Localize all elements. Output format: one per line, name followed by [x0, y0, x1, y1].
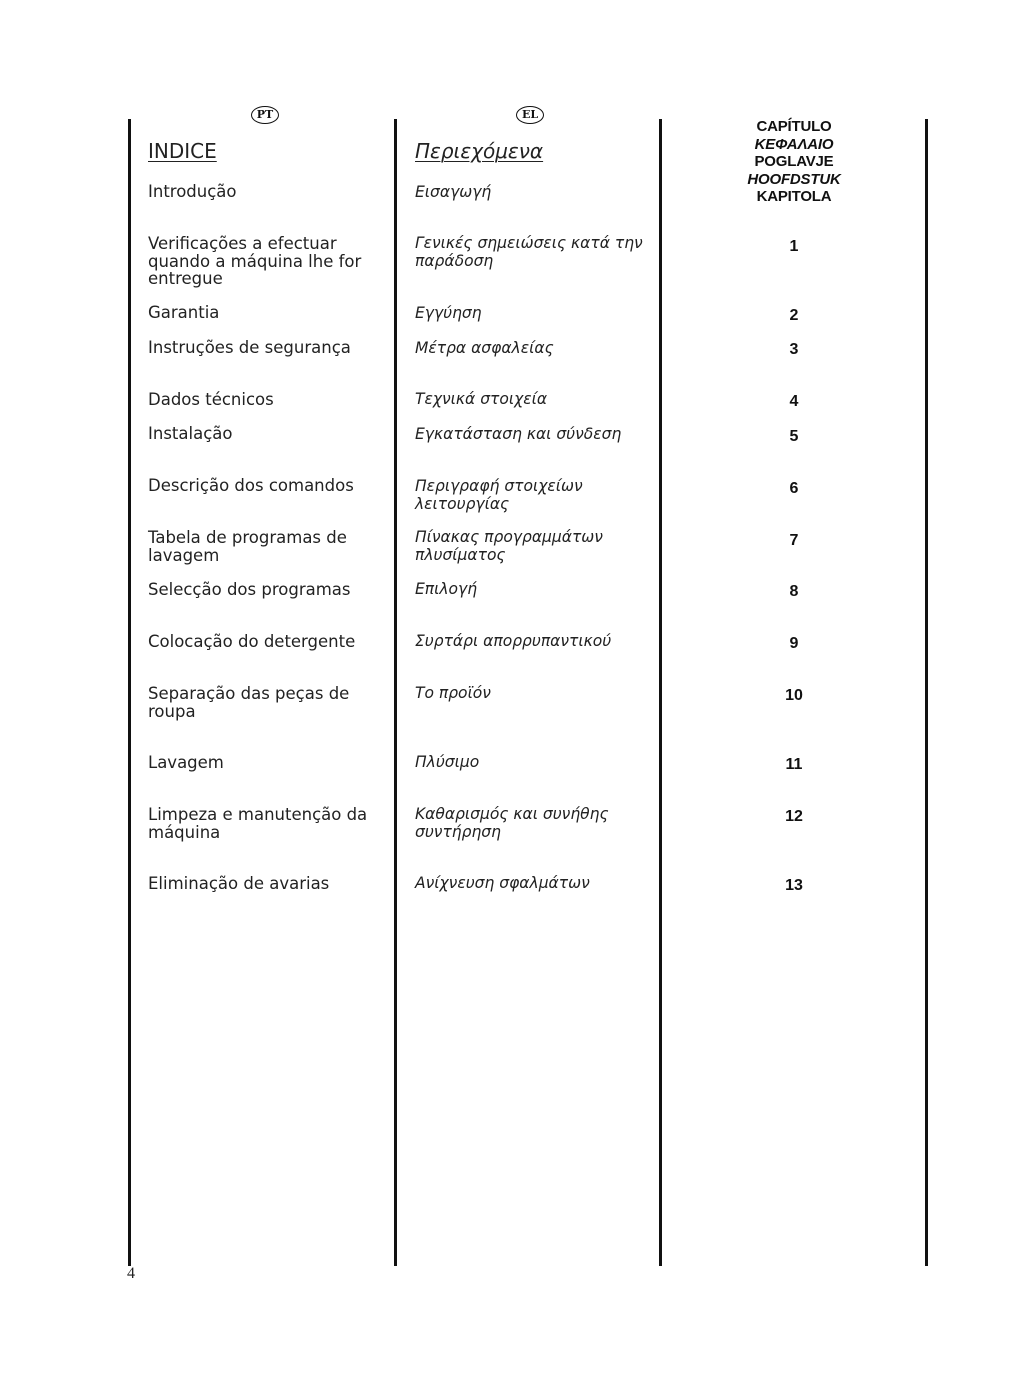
- toc-el-entry: Περιγραφή στοιχείων λειτουργίας: [415, 477, 583, 513]
- toc-pt-entry: Dados técnicos: [148, 390, 274, 409]
- toc-el-entry: Συρτάρι απορρυπαντικού: [415, 632, 612, 650]
- toc-el-entry: Εισαγωγή: [415, 183, 492, 201]
- page-number: 4: [127, 1265, 135, 1282]
- toc-el-entry: Εγκατάσταση και σύνδεση: [415, 425, 622, 443]
- toc-chapter-number: 9: [789, 635, 799, 652]
- column-rule-2: [394, 119, 397, 1266]
- toc-el-entry: Τεχνικά στοιχεία: [415, 390, 548, 408]
- toc-chapter-number: 11: [785, 756, 803, 773]
- toc-el-entry: Εγγύηση: [415, 304, 482, 322]
- toc-chapter-number: 1: [789, 238, 799, 255]
- toc-pt-entry: Eliminação de avarias: [148, 874, 330, 893]
- toc-chapter-number: 5: [789, 428, 799, 445]
- toc-pt-entry: Verificações a efectuar quando a máquina lhe for entregue: [148, 234, 362, 288]
- toc-pt-entry: Separação das peças de roupa: [148, 684, 350, 721]
- chapter-header-pt: CAPÍTULO: [756, 118, 832, 135]
- toc-pt-entry: Lavagem: [148, 753, 224, 772]
- toc-chapter-number: 13: [785, 877, 803, 894]
- chapter-header-nl: HOOFDSTUK: [747, 170, 841, 188]
- toc-chapter-number: 8: [789, 583, 799, 600]
- toc-el-entry: Το προϊόν: [415, 684, 491, 702]
- column-rule-right: [925, 119, 928, 1266]
- chapter-header-sl: POGLAVJE: [754, 153, 834, 170]
- toc-el-entry: Πίνακας προγραμμάτων πλυσίματος: [415, 528, 603, 564]
- column-rule-left: [128, 119, 131, 1266]
- toc-chapter-number: 7: [789, 532, 799, 549]
- toc-pt-entry: Selecção dos programas: [148, 580, 351, 599]
- toc-chapter-number: 12: [785, 808, 803, 825]
- toc-chapter-number: 2: [789, 307, 799, 324]
- heading-pt: INDICE: [148, 139, 217, 163]
- toc-pt-entry: Tabela de programas de lavagem: [148, 528, 347, 565]
- toc-chapter-number: 3: [789, 341, 799, 358]
- toc-pt-entry: Introdução: [148, 182, 237, 201]
- toc-chapter-number: 6: [789, 480, 799, 497]
- chapter-header-el: ΚΕΦΑΛΑΙΟ: [754, 135, 834, 153]
- toc-el-entry: Καθαρισμός και συνήθης συντήρηση: [415, 805, 609, 841]
- chapter-header-cs: KAPITOLA: [756, 188, 832, 205]
- chapter-header: [735, 118, 853, 206]
- language-badge-el: EL: [516, 106, 544, 124]
- toc-pt-entry: Descrição dos comandos: [148, 476, 354, 495]
- toc-pt-entry: Colocação do detergente: [148, 632, 356, 651]
- toc-pt-entry: Garantia: [148, 303, 220, 322]
- toc-el-entry: Μέτρα ασφαλείας: [415, 339, 554, 357]
- toc-el-entry: Επιλογή: [415, 580, 478, 598]
- column-rule-3: [659, 119, 662, 1266]
- toc-el-entry: Γενικές σημειώσεις κατά την παράδοση: [415, 234, 643, 270]
- toc-el-entry: Πλύσιμο: [415, 753, 480, 771]
- toc-pt-entry: Instruções de segurança: [148, 338, 351, 357]
- heading-el: Περιεχόμενα: [415, 139, 544, 163]
- toc-el-entry: Ανίχνευση σφαλμάτων: [415, 874, 590, 892]
- toc-chapter-number: 10: [785, 687, 803, 704]
- toc-pt-entry: Instalação: [148, 424, 233, 443]
- language-badge-pt: PT: [251, 106, 279, 124]
- toc-pt-entry: Limpeza e manutenção da máquina: [148, 805, 368, 842]
- toc-chapter-number: 4: [789, 393, 799, 410]
